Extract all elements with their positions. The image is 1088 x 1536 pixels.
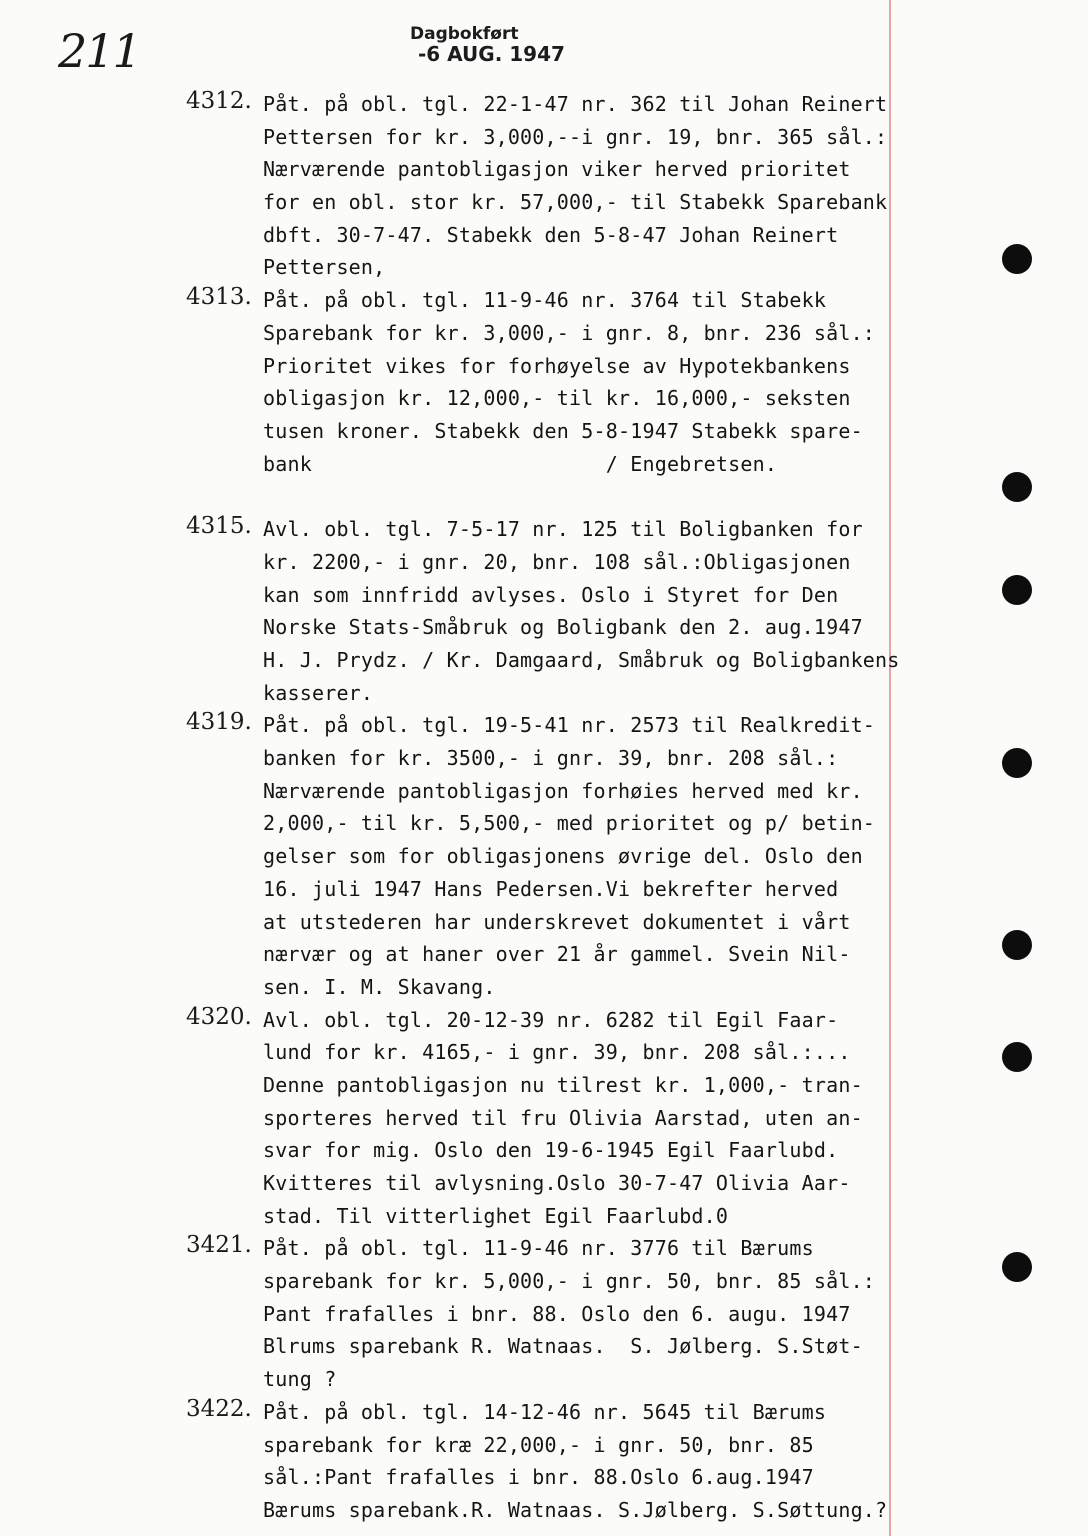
entry-line: Norske Stats-Småbruk og Boligbank den 2. aug.1947 bbox=[263, 615, 863, 640]
entry-text bbox=[263, 709, 946, 1003]
entry-line: nærvær og at haner over 21 år gammel. Svein Nil- bbox=[263, 942, 851, 967]
entry-text bbox=[263, 513, 946, 709]
punch-hole bbox=[1002, 244, 1032, 274]
entry-line: Blrums sparebank R. Watnaas. S. Jølberg. S.Støt- bbox=[263, 1334, 863, 1359]
entry-line: at utstederen har underskrevet dokumentet i vårt bbox=[263, 909, 851, 934]
entry-number: 4315. bbox=[186, 513, 252, 540]
entry-line: Påt. på obl. tgl. 14-12-46 nr. 5645 til Bærums bbox=[263, 1399, 827, 1424]
entry-line: sparebank for kr. 5,000,- i gnr. 50, bnr. 85 sål.: bbox=[263, 1269, 876, 1294]
entry-number: 4312. bbox=[186, 88, 252, 114]
entry-number: 4319. bbox=[186, 709, 252, 736]
punch-hole bbox=[1002, 748, 1032, 778]
entry-line: Pettersen, bbox=[263, 255, 386, 280]
punch-hole bbox=[1002, 1252, 1032, 1282]
entry-line: sporteres herved til fru Olivia Aarstad, uten an- bbox=[263, 1105, 863, 1130]
punch-hole bbox=[1002, 930, 1032, 960]
entry-line: svar for mig. Oslo den 19-6-1945 Egil Faarlubd. bbox=[263, 1138, 839, 1163]
ledger-entry bbox=[186, 1396, 946, 1527]
entry-number: 3421. bbox=[186, 1232, 252, 1259]
entry-line: banken for kr. 3500,- i gnr. 39, bnr. 208 sål.: bbox=[263, 746, 839, 771]
stamp-title: Dagbokført bbox=[410, 24, 519, 44]
entry-line: Sparebank for kr. 3,000,- i gnr. 8, bnr. 236 sål.: bbox=[263, 320, 876, 345]
punch-hole bbox=[1002, 1042, 1032, 1072]
entry-line: obligasjon kr. 12,000,- til kr. 16,000,- seksten bbox=[263, 386, 851, 411]
entry-line: H. J. Prydz. / Kr. Damgaard, Småbruk og Boligbankens bbox=[263, 648, 900, 672]
entry-list bbox=[186, 88, 946, 1527]
entry-line: Nærværende pantobligasjon forhøies herved med kr. bbox=[263, 778, 863, 803]
punch-hole bbox=[1002, 575, 1032, 605]
ledger-entry bbox=[186, 513, 946, 709]
entry-line: Påt. på obl. tgl. 22-1-47 nr. 362 til Johan Reinert bbox=[263, 92, 888, 116]
entry-line: Pettersen for kr. 3,000,--i gnr. 19, bnr. 365 sål.: bbox=[263, 124, 888, 149]
ledger-entry bbox=[186, 88, 946, 284]
entry-line: tung ? bbox=[263, 1367, 337, 1392]
entry-line: 2,000,- til kr. 5,500,- med prioritet og p/ betin- bbox=[263, 811, 876, 836]
entry-text bbox=[263, 1232, 946, 1395]
entry-line: lund for kr. 4165,- i gnr. 39, bnr. 208 sål.:... bbox=[263, 1040, 851, 1065]
entry-line: sparebank for kræ 22,000,- i gnr. 50, bnr. 85 bbox=[263, 1432, 814, 1457]
entry-line: kan som innfridd avlyses. Oslo i Styret for Den bbox=[263, 582, 839, 607]
entry-text bbox=[263, 1396, 946, 1527]
entry-number: 4313. bbox=[186, 284, 252, 311]
ledger-entry bbox=[186, 1232, 946, 1395]
ledger-entry bbox=[186, 709, 946, 1003]
entry-line: for en obl. stor kr. 57,000,- til Stabekk Sparebank bbox=[263, 190, 888, 215]
entry-line: Bærums sparebank.R. Watnaas. S.Jølberg. S.Søttung.? bbox=[263, 1497, 888, 1522]
entry-line: kr. 2200,- i gnr. 20, bnr. 108 sål.:Obligasjonen bbox=[263, 549, 851, 574]
entry-line: Påt. på obl. tgl. 11-9-46 nr. 3776 til Bærums bbox=[263, 1236, 814, 1261]
entry-line: Pant frafalles i bnr. 88. Oslo den 6. augu. 1947 bbox=[263, 1301, 851, 1326]
entry-text bbox=[263, 88, 946, 284]
entry-text bbox=[263, 1004, 946, 1233]
stamp-date: -6 AUG. 1947 bbox=[418, 42, 565, 66]
page-number: 211 bbox=[58, 24, 140, 78]
entry-line: 16. juli 1947 Hans Pedersen.Vi bekrefter herved bbox=[263, 876, 839, 901]
entry-line: sål.:Pant frafalles i bnr. 88.Oslo 6.aug.1947 bbox=[263, 1465, 814, 1490]
entry-line: Påt. på obl. tgl. 19-5-41 nr. 2573 til Realkredit- bbox=[263, 713, 876, 738]
entry-line: gelser som for obligasjonens øvrige del. Oslo den bbox=[263, 844, 863, 869]
punch-hole bbox=[1002, 472, 1032, 502]
entry-number: 3422. bbox=[186, 1395, 252, 1422]
entry-line: kasserer. bbox=[263, 680, 374, 705]
entry-line: Nærværende pantobligasjon viker herved prioritet bbox=[263, 157, 851, 182]
entry-line: Avl. obl. tgl. 20-12-39 nr. 6282 til Egil Faar- bbox=[263, 1007, 839, 1032]
ledger-entry bbox=[186, 1004, 946, 1233]
entry-line: stad. Til vitterlighet Egil Faarlubd.0 bbox=[263, 1203, 729, 1228]
entry-line: Påt. på obl. tgl. 11-9-46 nr. 3764 til Stabekk bbox=[263, 288, 827, 313]
entry-line: tusen kroner. Stabekk den 5-8-1947 Stabekk spare- bbox=[263, 418, 863, 443]
entry-line: dbft. 30-7-47. Stabekk den 5-8-47 Johan Reinert bbox=[263, 222, 839, 247]
entry-line: sen. I. M. Skavang. bbox=[263, 974, 496, 999]
entry-number: 4320. bbox=[186, 1003, 252, 1030]
entry-line: Prioritet vikes for forhøyelse av Hypotekbankens bbox=[263, 353, 851, 378]
entry-line: bank / Engebretsen. bbox=[263, 451, 778, 476]
entry-line: Denne pantobligasjon nu tilrest kr. 1,000,- tran- bbox=[263, 1072, 863, 1097]
entry-line: Kvitteres til avlysning.Oslo 30-7-47 Olivia Aar- bbox=[263, 1171, 851, 1195]
entry-line: Avl. obl. tgl. 7-5-17 nr. 125 til Boligbanken for bbox=[263, 517, 863, 542]
entry-text bbox=[263, 284, 946, 480]
ledger-entry bbox=[186, 284, 946, 480]
